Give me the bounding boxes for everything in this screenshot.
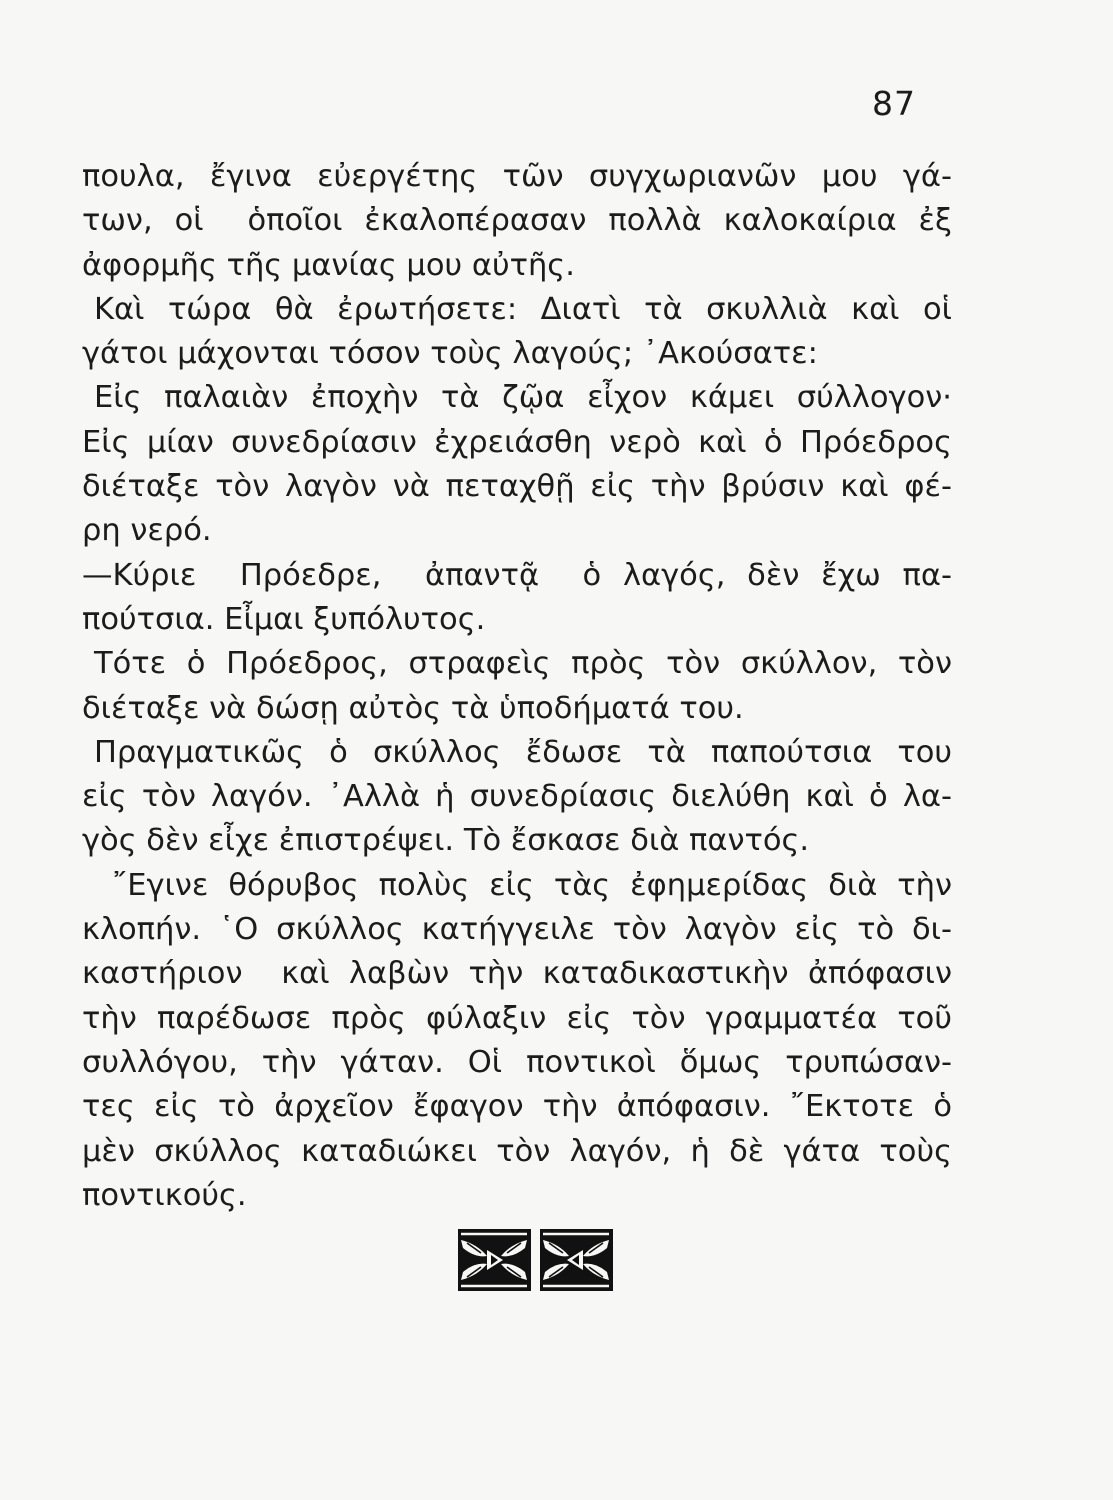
text-line: πούτσια. Εἶμαι ξυπόλυτος. <box>82 601 486 637</box>
text-line: ρη νερό. <box>82 513 212 549</box>
text-line: διέταξε νὰ δώσῃ αὐτὸς τὰ ὑποδήματά του. <box>82 690 744 726</box>
ornament-tile-left-icon <box>458 1229 531 1291</box>
text-line: πουλα, ἔγινα εὐεργέτης τῶν συγχωριανῶν μου γά- <box>82 159 952 194</box>
text-line: εἰς τὸν λαγόν. ᾿Αλλὰ ἡ συνεδρίασις διελύθη καὶ ὁ λα- <box>82 779 952 815</box>
text-line: ἀφορμῆς τῆς μανίας μου αὐτῆς. <box>82 247 575 283</box>
text-line: μὲν σκύλλος καταδιώκει τὸν λαγόν, ἡ δὲ γάτα τοὺς <box>82 1133 952 1169</box>
text-line: τες εἰς τὸ ἀρχεῖον ἔφαγον τὴν ἀπόφασιν. ῎Εκτοτε ὁ <box>82 1089 952 1125</box>
page-number: 87 <box>872 84 916 123</box>
text-line: —Κύριε Πρόεδρε, ἀπαντᾷ ὁ λαγός, δὲν ἔχω πα- <box>82 557 952 593</box>
text-line: Καὶ τώρα θὰ ἐρωτήσετε: Διατὶ τὰ σκυλλιὰ καὶ οἱ <box>94 291 952 327</box>
text-line: κλοπήν. ῾Ο σκύλλος κατήγγειλε τὸν λαγὸν εἰς τὸ δι- <box>82 912 952 948</box>
decorative-ornament-icon <box>457 1228 613 1292</box>
text-line: ῎Εγινε θόρυβος πολὺς εἰς τὰς ἐφημερίδας διὰ τὴν <box>112 867 952 903</box>
text-line: Εἰς παλαιὰν ἐποχὴν τὰ ζῷα εἶχον κάμει σύλλογον· <box>94 380 952 416</box>
body-text <box>82 155 952 1218</box>
text-line: Πραγματικῶς ὁ σκύλλος ἔδωσε τὰ παπούτσια του <box>94 734 952 770</box>
text-line: ποντικούς. <box>82 1177 247 1213</box>
text-line: Τότε ὁ Πρόεδρος, στραφεὶς πρὸς τὸν σκύλλον, τὸν <box>94 646 952 682</box>
text-line: διέταξε τὸν λαγὸν νὰ πεταχθῇ εἰς τὴν βρύσιν καὶ φέ- <box>82 469 952 505</box>
text-line: συλλόγου, τὴν γάταν. Οἱ ποντικοὶ ὅμως τρυπώσαν- <box>82 1044 952 1080</box>
text-line: Εἰς μίαν συνεδρίασιν ἐχρειάσθη νερὸ καὶ ὁ Πρόεδρος <box>82 424 952 460</box>
text-line: καστήριον καὶ λαβὼν τὴν καταδικαστικὴν ἀπόφασιν <box>82 956 952 992</box>
text-line: των, οἱ ὁποῖοι ἐκαλοπέρασαν πολλὰ καλοκαίρια ἐξ <box>82 203 952 239</box>
text-line: τὴν παρέδωσε πρὸς φύλαξιν εἰς τὸν γραμματέα τοῦ <box>82 1000 952 1036</box>
ornament-tile-right-icon <box>540 1229 613 1291</box>
text-line: γὸς δὲν εἶχε ἐπιστρέψει. Τὸ ἔσκασε διὰ παντός. <box>82 823 810 859</box>
text-line: γάτοι μάχονται τόσον τοὺς λαγούς; ᾿Ακούσατε: <box>82 336 818 372</box>
